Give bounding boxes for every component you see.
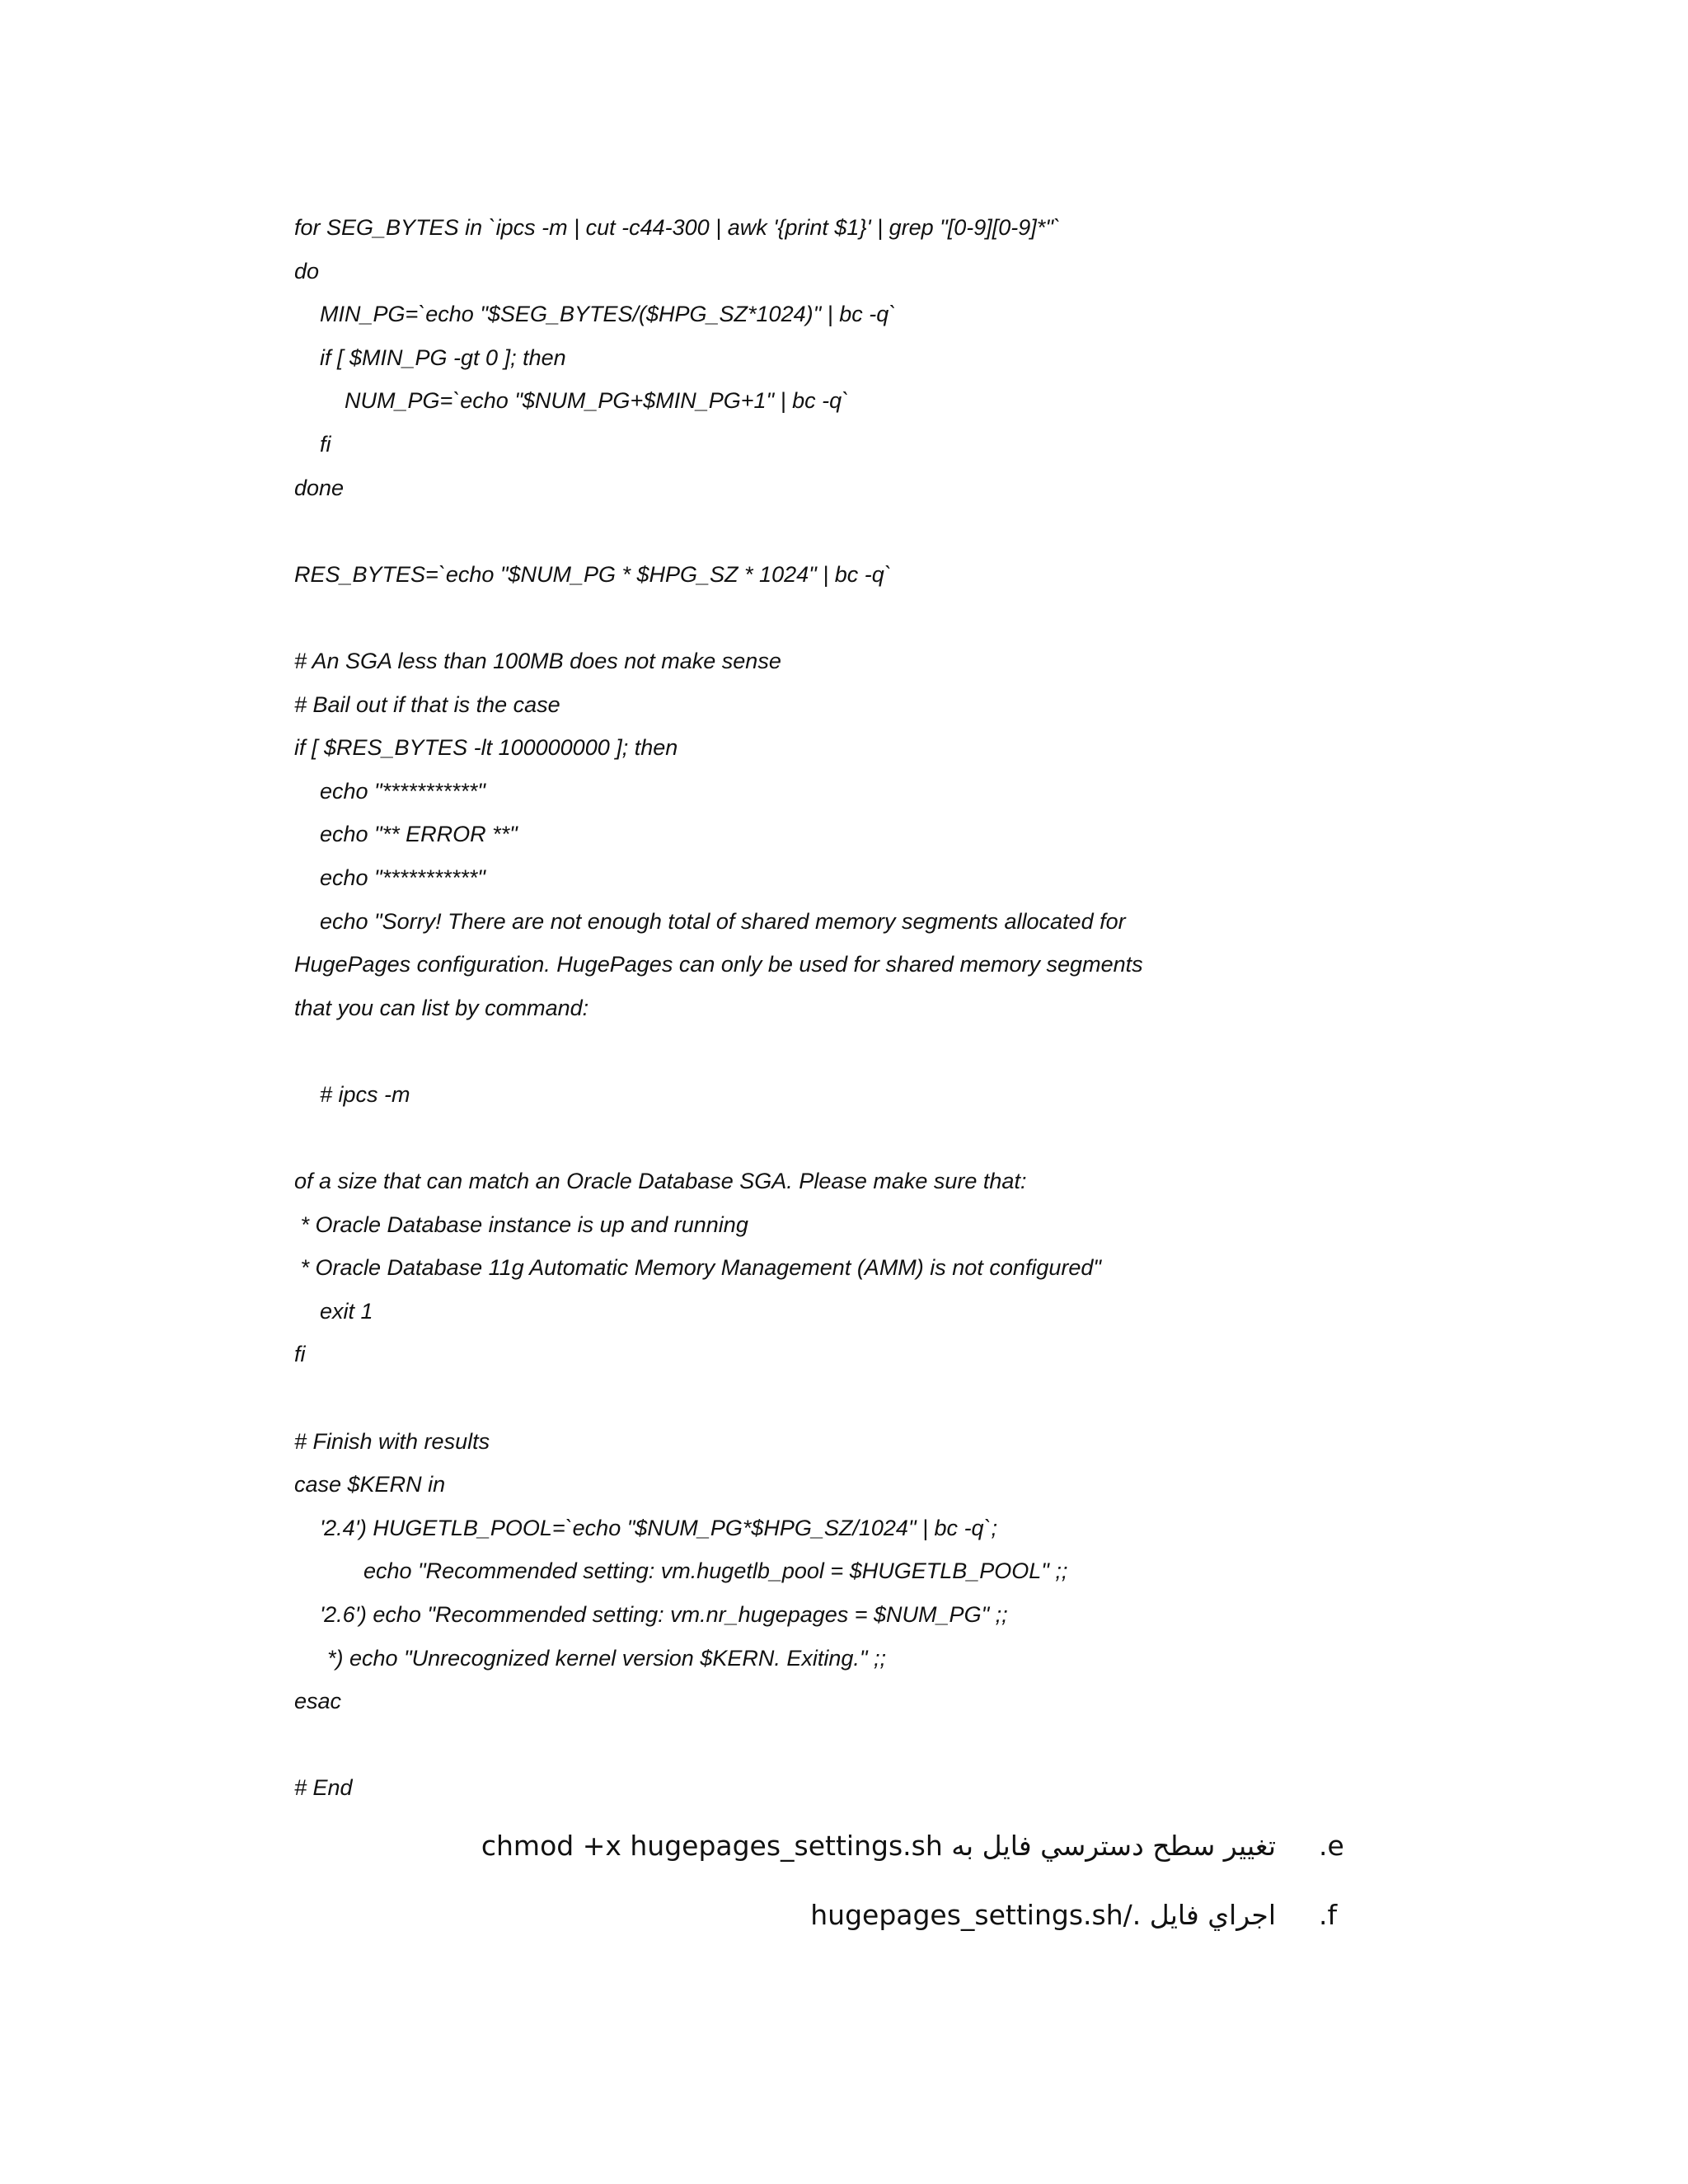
code-line: echo "Recommended setting: vm.hugetlb_pool = $HUGETLB_POOL" ;; [363,1558,1068,1584]
code-line: * Oracle Database 11g Automatic Memory Management (AMM) is not configured" [294,1255,1102,1281]
code-line: MIN_PG=`echo "$SEG_BYTES/($HPG_SZ*1024)" | bc -q` [320,302,897,327]
code-line: # Bail out if that is the case [294,691,560,717]
code-line: done [294,475,345,500]
code-line: case $KERN in [294,1472,446,1497]
code-line: if [ $RES_BYTES -lt 100000000 ]; then [294,735,678,761]
code-line: RES_BYTES=`echo "$NUM_PG * $HPG_SZ * 1024" | bc -q` [294,561,892,587]
code-line: echo "***********" [320,865,485,890]
code-line: '2.4') HUGETLB_POOL=`echo "$NUM_PG*$HPG_SZ/1024" | bc -q`; [320,1515,998,1540]
step-e [0,1821,1688,1871]
step-f [0,1891,1688,1940]
code-line: that you can list by command: [294,995,589,1020]
code-line: '2.6') echo "Recommended setting: vm.nr_hugepages = $NUM_PG" ;; [320,1602,1008,1627]
code-line: echo "***********" [320,778,485,804]
step-e-text: تغيير سطح دسترسي فايل به chmod +x hugepages_settings.sh [481,1830,1276,1862]
code-line: fi [320,431,331,457]
blank-code-line [294,596,1531,640]
blank-code-line [294,509,1531,553]
code-line: # An SGA less than 100MB does not make sense [294,648,781,673]
code-line: HugePages configuration. HugePages can only be used for shared memory segments [294,952,1143,977]
code-line: for SEG_BYTES in `ipcs -m | cut -c44-300 | awk '{print $1}' | grep "[0-9][0-9]*"` [294,215,1061,240]
code-line: *) echo "Unrecognized kernel version $KERN. Exiting." ;; [327,1645,886,1671]
code-line: # End [294,1775,353,1801]
code-line: if [ $MIN_PG -gt 0 ]; then [320,344,566,370]
step-f-text: اجراي فايل ./hugepages_settings.sh [810,1899,1276,1931]
step-f-marker: .f [1319,1899,1338,1931]
code-line: exit 1 [320,1298,373,1324]
code-line: NUM_PG=`echo "$NUM_PG+$MIN_PG+1" | bc -q` [345,388,850,414]
step-e-marker: .e [1319,1830,1344,1862]
blank-code-line [294,1723,1531,1767]
code-line: echo "Sorry! There are not enough total of shared memory segments allocated for [320,908,1126,934]
code-line: fi [294,1342,306,1367]
code-line: * Oracle Database instance is up and running [294,1212,748,1237]
code-line: # Finish with results [294,1428,490,1454]
code-line: esac [294,1689,342,1714]
code-line: # ipcs -m [320,1081,410,1107]
blank-code-line [294,1376,1531,1420]
code-line: do [294,258,320,284]
blank-code-line [294,1116,1531,1160]
code-line: of a size that can match an Oracle Database SGA. Please make sure that: [294,1169,1027,1194]
blank-code-line [294,1029,1531,1073]
shell-script-code-block [294,206,1531,1810]
code-line: echo "** ERROR **" [320,822,518,847]
